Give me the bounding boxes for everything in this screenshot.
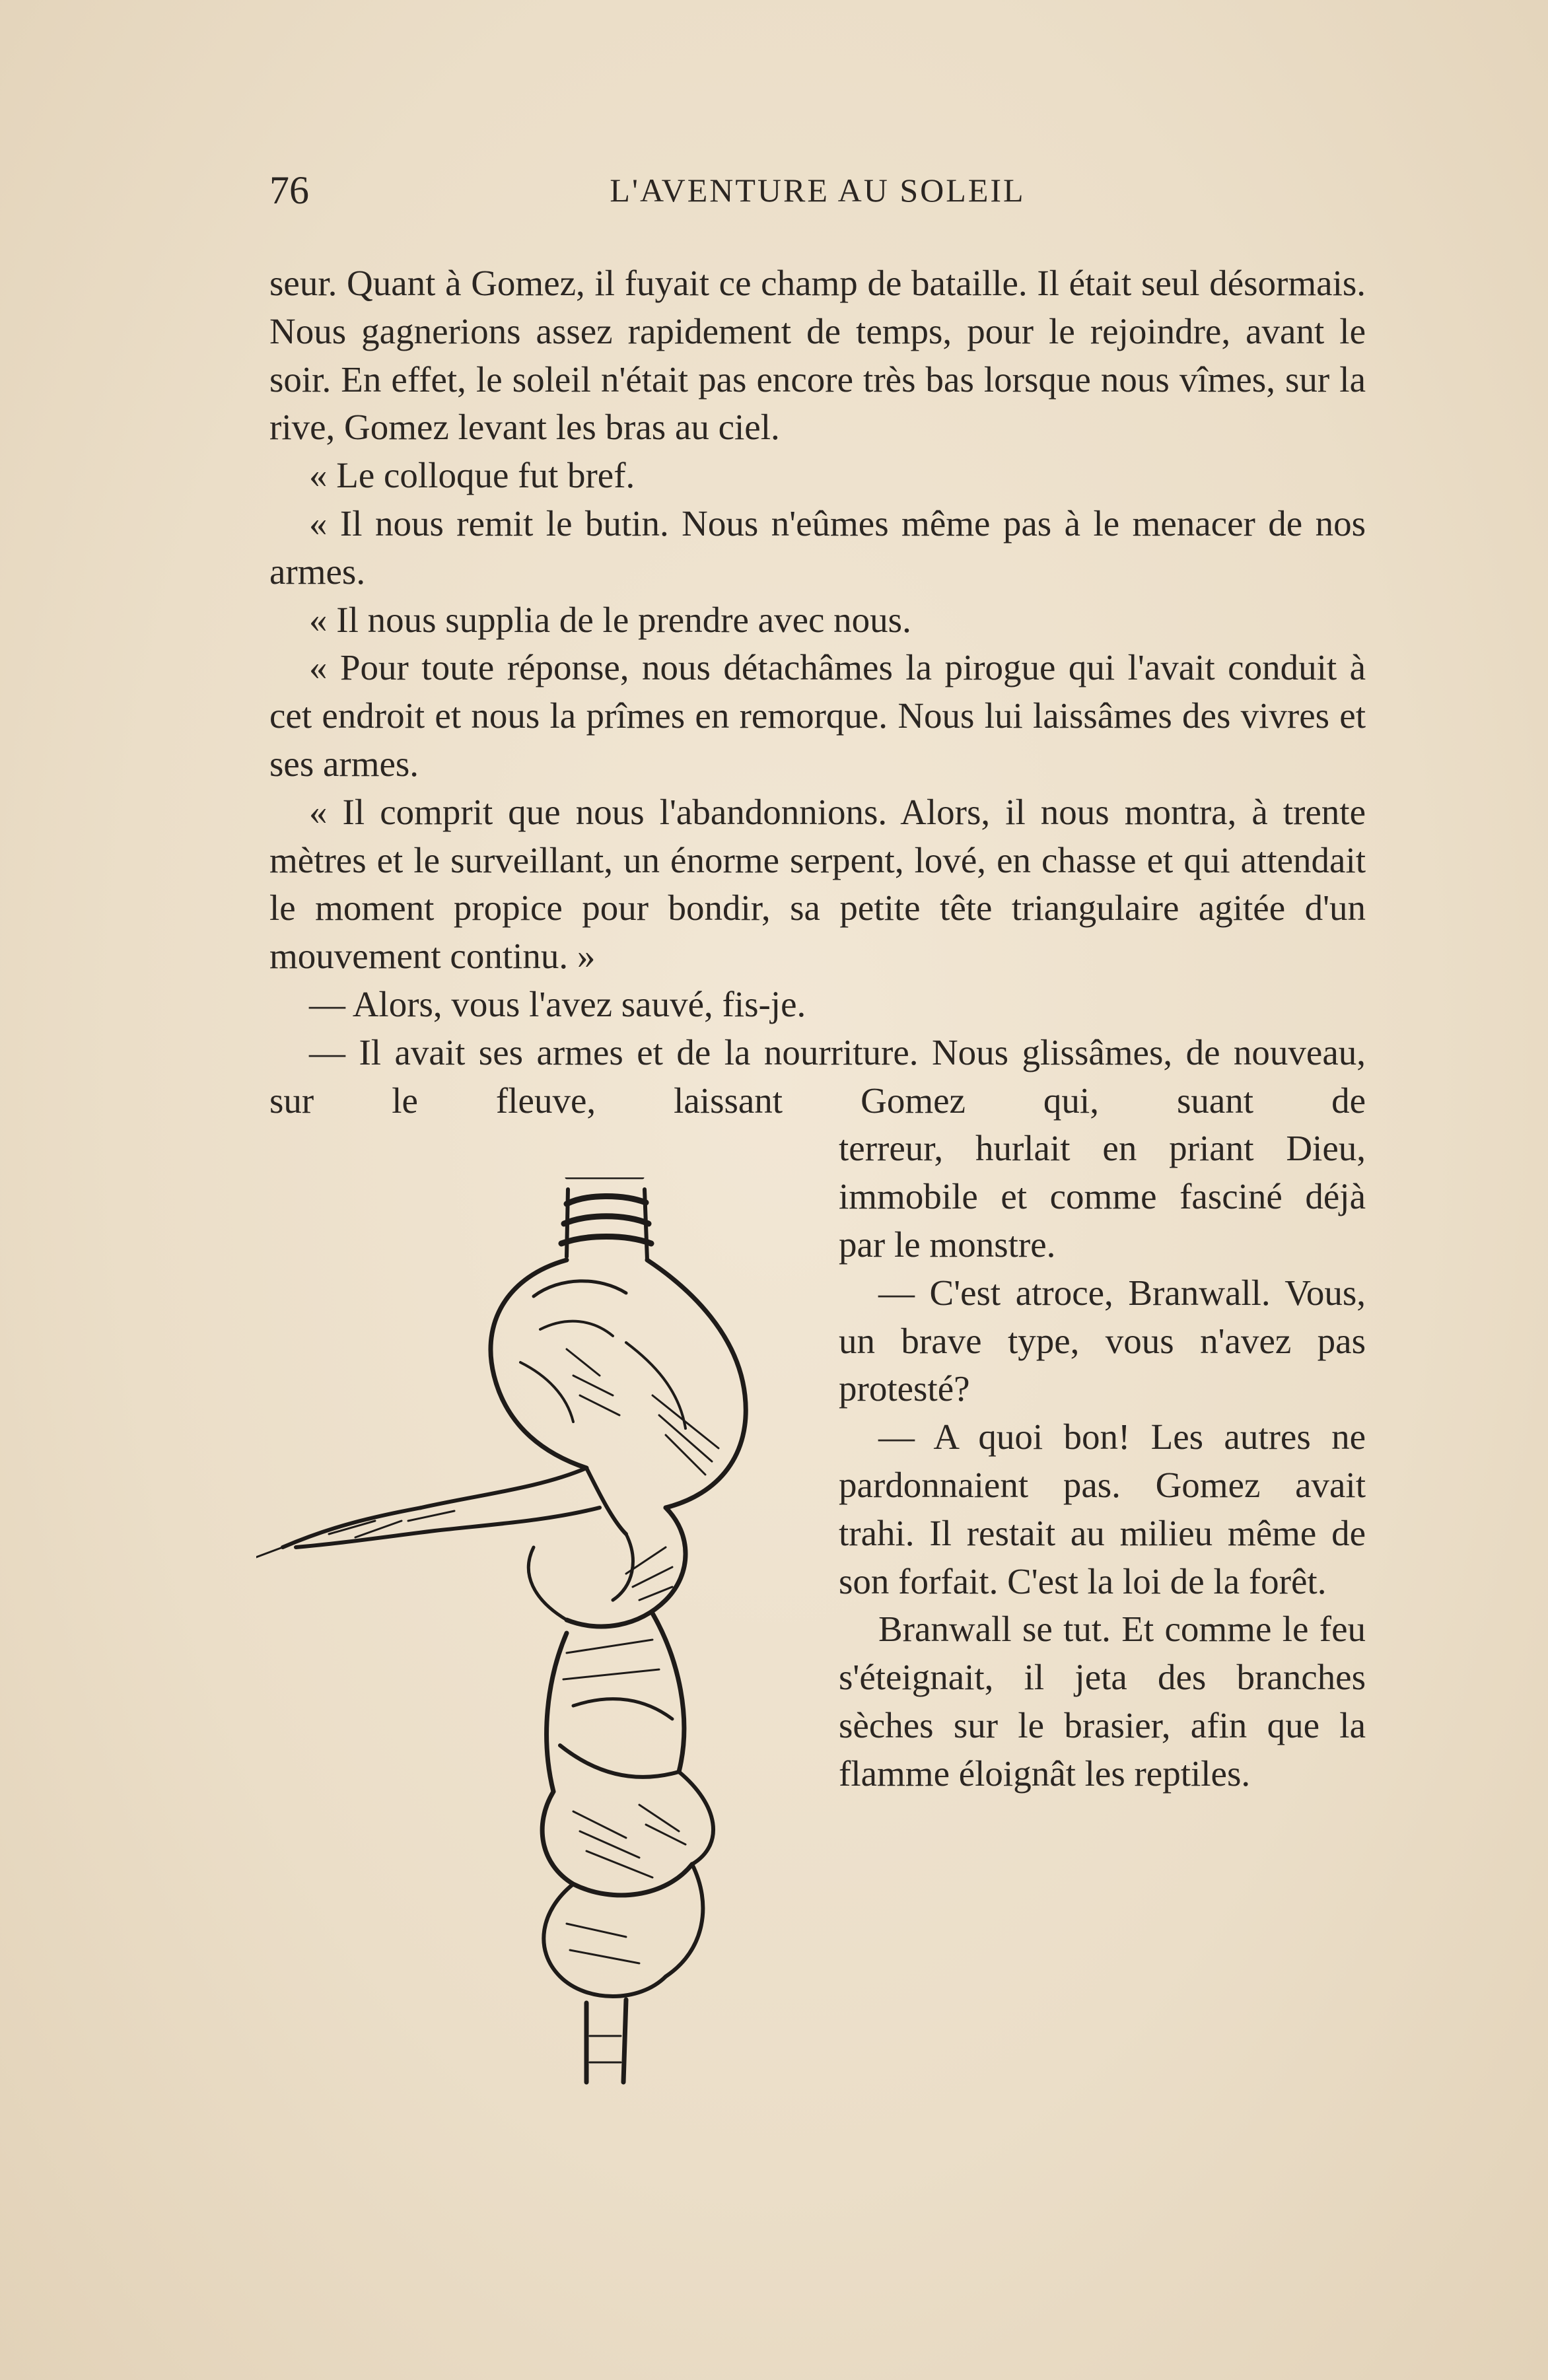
illustrated-section (269, 1125, 1366, 1798)
side-paragraph-4: Branwall se tut. Et comme le feu s'éteignait, il jeta des branches sèches sur le brasier, afin que la flamme éloignât les reptiles. (839, 1609, 1366, 1794)
side-paragraph-2: — C'est atroce, Branwall. Vous, un brave type, vous n'avez pas protesté? (839, 1272, 1366, 1409)
paragraph-1: seur. Quant à Gomez, il fuyait ce champ de bataille. Il était seul désormais. Nous gagnerions assez rapidement de temps, pour le rejoindre, avant le soir. En effet, le soleil n'était pas encore très bas lorsque nous vîmes, sur la rive, Gomez levant les bras au ciel. (269, 263, 1366, 448)
paragraph-4: « Il nous supplia de le prendre avec nous. (309, 599, 911, 640)
page-header (269, 164, 1366, 217)
running-title: L'AVENTURE AU SOLEIL (610, 172, 1026, 209)
paragraph-8: — Il avait ses armes et de la nourriture. Nous glissâmes, de nouveau, sur le fleuve, laissant Gomez qui, suant de (269, 1032, 1366, 1121)
side-paragraph-3: — A quoi bon! Les autres ne pardonnaient pas. Gomez avait trahi. Il restait au milieu même de son forfait. C'est la loi de la forêt. (839, 1417, 1366, 1601)
page-number: 76 (269, 168, 309, 212)
paragraph-6: « Il comprit que nous l'abandonnions. Alors, il nous montra, à trente mètres et le surveillant, un énorme serpent, lové, en chasse et qui attendait le moment propice pour bondir, sa petite tête triangulaire agitée d'un mouvement continu. » (269, 791, 1366, 977)
side-paragraph-1: terreur, hurlait en priant Dieu, immobile et comme fasciné déjà par le monstre. (839, 1128, 1366, 1265)
paragraph-7: — Alors, vous l'avez sauvé, fis-je. (309, 983, 806, 1024)
paragraph-5: « Pour toute réponse, nous détachâmes la pirogue qui l'avait conduit à cet endroit et nous la prîmes en remorque. Nous lui laissâmes des vivres et ses armes. (269, 647, 1366, 784)
paragraph-3: « Il nous remit le butin. Nous n'eûmes même pas à le menacer de nos armes. (269, 503, 1366, 592)
snake-branch-illustration (256, 1177, 798, 2089)
side-column-text (839, 1125, 1366, 1798)
paragraph-2: « Le colloque fut bref. (309, 455, 635, 496)
full-width-text (269, 260, 1366, 1125)
body-text (269, 260, 1366, 1798)
